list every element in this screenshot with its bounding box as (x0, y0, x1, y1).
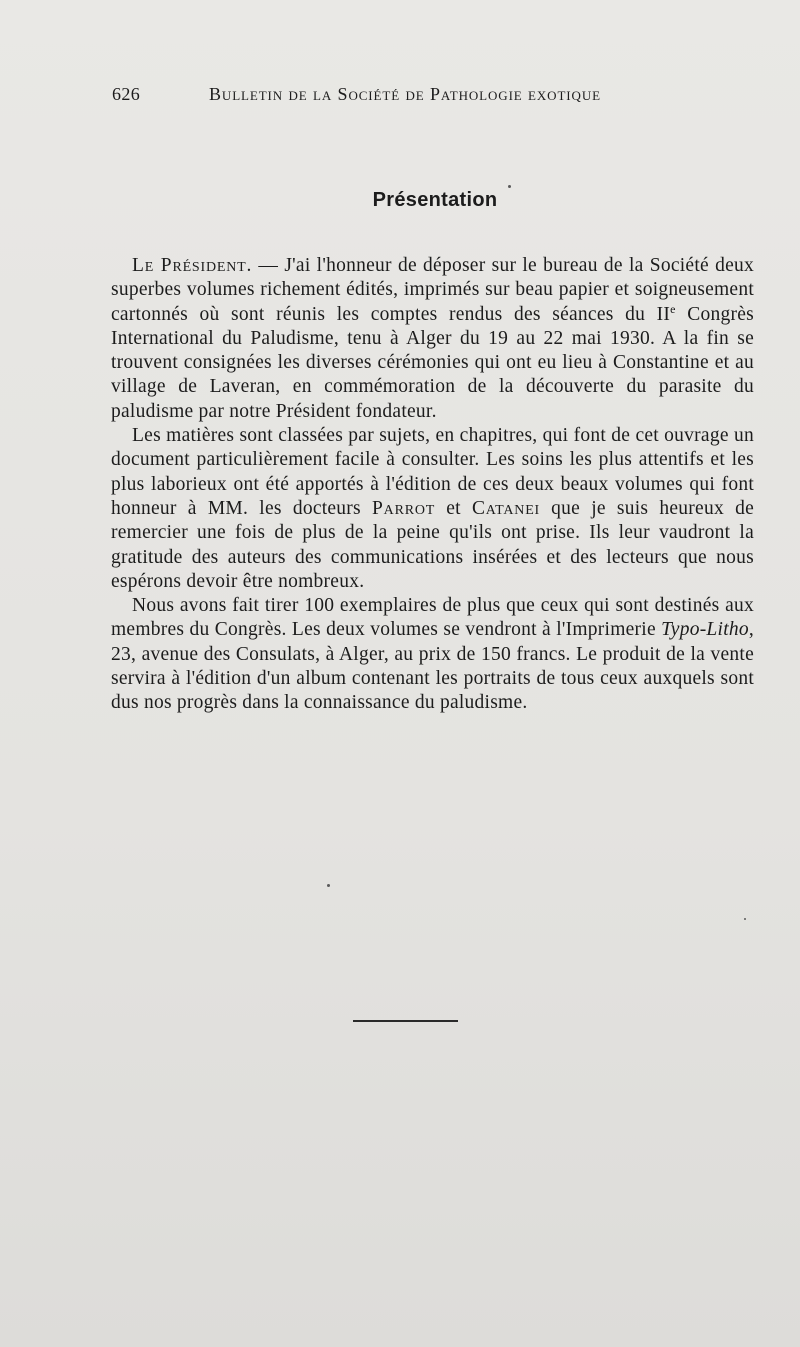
paragraph (111, 424, 754, 594)
ink-speck (327, 884, 330, 887)
paragraph-text: — J'ai l'honneur de déposer sur le bureau de la Société deux superbes volumes richement édités, imprimés sur beau papier et soigneusement cartonnés où sont réunis les comptes rendus des séances du II (111, 255, 754, 325)
paragraph (111, 594, 754, 715)
journal-title: Bulletin de la Société de Pathologie exotique (209, 84, 601, 104)
section-title: Présentation (372, 189, 498, 211)
end-rule (353, 1020, 458, 1022)
paragraph-text: Nous avons fait tirer 100 exemplaires de plus que ceux qui sont destinés aux membres du Congrès. Les deux volumes se vendront à l'Imprimerie (111, 595, 754, 641)
page-number: 626 (112, 84, 141, 104)
paragraph-text: Congrès International du Paludisme, tenu à Alger du 19 au 22 mai 1930. A la fin se trouvent consignées les diverses cérémonies qui ont eu lieu à Constantine et au village de Laveran, en commémoration de la découverte du parasite du paludisme par notre Président fondateur. (111, 303, 754, 422)
paragraph-text: et (435, 497, 472, 519)
paragraph (111, 254, 754, 424)
italic-name: Typo-Litho (661, 619, 749, 641)
superscript: e (670, 301, 676, 316)
person-name: Parrot (372, 497, 436, 519)
paragraph-text: Les matières sont classées par sujets, en chapitres, qui font de cet ouvrage un document particulièrement facile à consulter. Les soins les plus attentifs et les plus laborieux ont été apportés à l'édition de ces deux beaux volumes qui font honneur à MM. les docteurs (111, 425, 754, 519)
paragraph-text: que je suis heureux de remercier une fois de plus de la peine qu'ils ont prise. Ils leur vaudront la gratitude des auteurs des communications insérées et des lecteurs que nous espérons devoir être nombreux. (111, 497, 754, 592)
article-body (111, 254, 754, 716)
speaker-name: Le Président. (132, 255, 253, 276)
ink-speck (508, 185, 511, 188)
ink-speck (744, 918, 746, 920)
paragraph-text: , 23, avenue des Consulats, à Alger, au prix de 150 francs. Le produit de la vente servira à l'édition d'un album contenant les portraits de tous ceux auxquels sont dus nos progrès dans la connaissance du paludisme. (111, 619, 754, 714)
person-name: Catanei (471, 497, 541, 519)
